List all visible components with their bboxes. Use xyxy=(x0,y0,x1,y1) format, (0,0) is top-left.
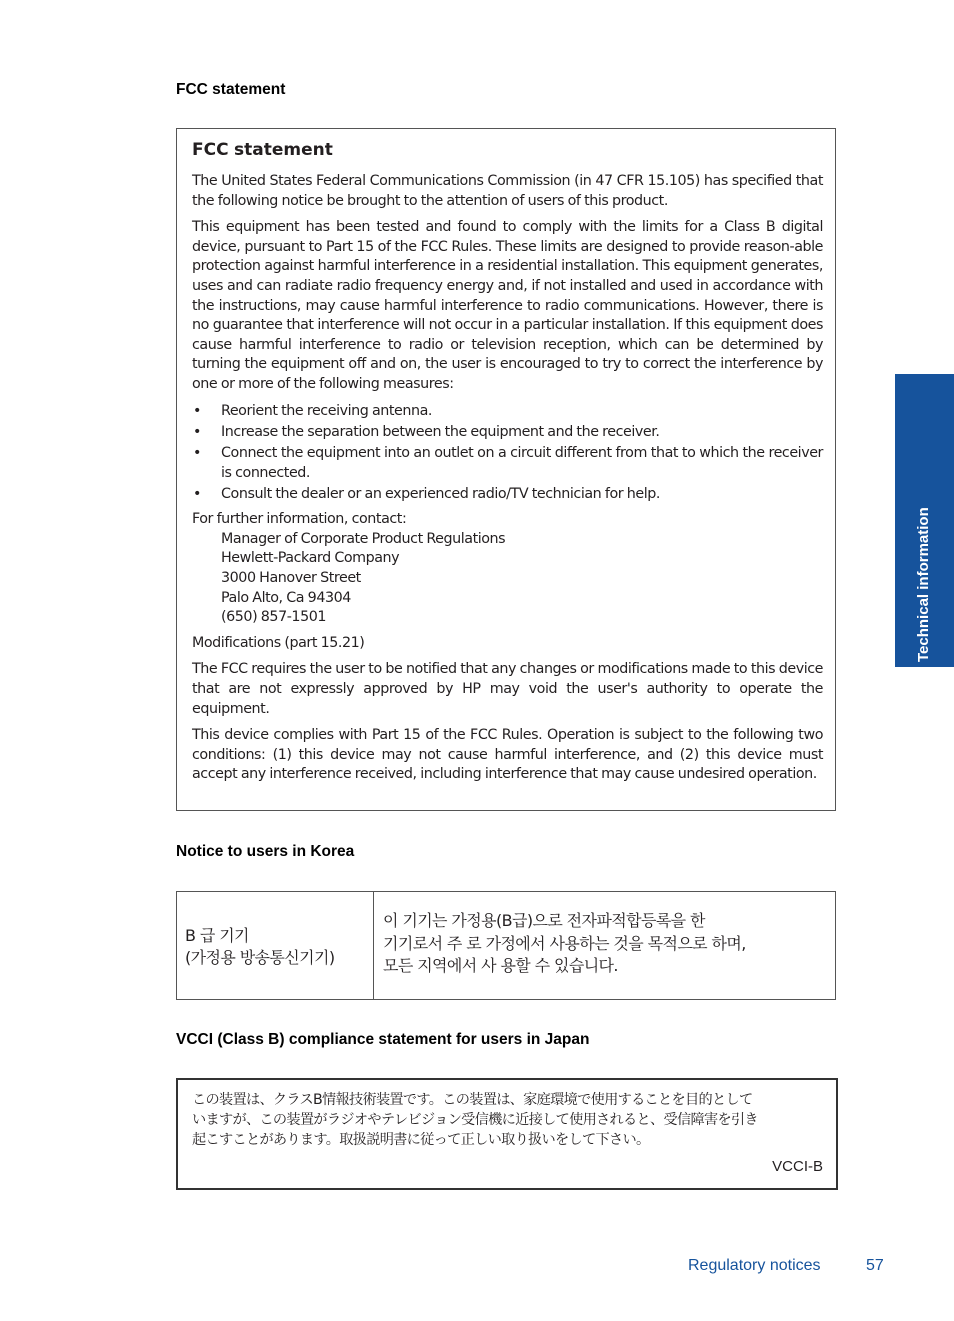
modifications-paragraph: The FCC requires the user to be notified that any changes or modifications made to this device that are not expressly approved by HP may void the user's authority to operate the equipment. xyxy=(192,661,823,717)
contact-address xyxy=(192,530,823,628)
bullet-icon: • xyxy=(193,423,201,440)
korea-notice-text xyxy=(383,910,831,978)
japan-section-heading: VCCI (Class B) compliance statement for users in Japan xyxy=(176,1031,590,1048)
chapter-side-tab xyxy=(895,374,954,667)
measure-text: Connect the equipment into an outlet on a circuit different from that to which the receiver is connected. xyxy=(221,444,823,481)
vcci-statement-box xyxy=(176,1078,838,1190)
footer-page-number: 57 xyxy=(866,1257,884,1274)
list-item xyxy=(192,485,823,505)
bullet-icon: • xyxy=(193,444,201,461)
vcci-line: いますが、この装置がラジオやテレビジョン受信機に近接して使用されると、受信障害を引き xyxy=(192,1112,758,1129)
fcc-measures-list xyxy=(192,402,823,505)
vcci-statement-text xyxy=(192,1090,826,1151)
korea-class-cell xyxy=(177,892,374,999)
contact-line: Manager of Corporate Product Regulations xyxy=(221,530,506,547)
fcc-intro-paragraph: The United States Federal Communications Commission (in 47 CFR 15.105) has specified that the following notice be brought to the attention of users of this product. xyxy=(192,173,823,209)
contact-line: 3000 Hanover Street xyxy=(221,570,361,587)
modifications-heading: Modifications (part 15.21) xyxy=(192,634,365,651)
contact-line: (650) 857-1501 xyxy=(221,609,327,626)
korea-section-heading: Notice to users in Korea xyxy=(176,843,355,860)
vcci-line: この装置は、クラスB情報技術装置です。この装置は、家庭環境で使用することを目的として xyxy=(192,1092,753,1108)
list-item xyxy=(192,402,823,422)
korea-class-line: B 급 기기 xyxy=(185,926,249,945)
korea-class-line: (가정용 방송통신기기) xyxy=(185,948,335,967)
measure-text: Increase the separation between the equipment and the receiver. xyxy=(221,423,660,440)
vcci-label: VCCI-B xyxy=(772,1158,823,1175)
fcc-box-title: FCC statement xyxy=(192,140,333,160)
bullet-icon: • xyxy=(193,485,201,502)
fcc-body-paragraph: This equipment has been tested and found to comply with the limits for a Class B digital device, pursuant to Part 15 of the FCC Rules. These limits are designed to provide reason-able protection against harmful interference in a residential installation. This equipment generates, uses and can radiate radio frequency energy and, if not installed and used in accordance with the instructions, may cause harmful interference to radio communications. However, there is no guarantee that interference will not occur in a particular installation. If this equipment does cause harmful interference to radio or television reception, which can be determined by turning the equipment off and on, the user is encouraged to try to correct the interference by one or more of the following measures: xyxy=(192,219,823,392)
korea-notice-table xyxy=(176,891,836,1000)
list-item xyxy=(192,423,823,443)
korea-notice-line: 기기로서 주 로 가정에서 사용하는 것을 목적으로 하며, xyxy=(383,933,746,953)
fcc-statement-content xyxy=(192,139,823,792)
korea-class-text xyxy=(185,925,334,969)
contact-line: Palo Alto, Ca 94304 xyxy=(221,589,351,606)
vcci-line: 起こすことがあります。取扱説明書に従って正しい取り扱いをして下さい。 xyxy=(192,1132,650,1149)
korea-notice-line: 이 기기는 가정용(B급)으로 전자파적합등록을 한 xyxy=(383,911,705,930)
bullet-icon: • xyxy=(193,402,201,419)
list-item xyxy=(192,444,823,483)
contact-intro: For further information, contact: xyxy=(192,511,407,528)
fcc-section-heading: FCC statement xyxy=(176,81,286,98)
measure-text: Reorient the receiving antenna. xyxy=(221,402,433,419)
measure-text: Consult the dealer or an experienced radio/TV technician for help. xyxy=(221,485,660,502)
chapter-side-tab-label: Technical information xyxy=(915,507,932,662)
contact-line: Hewlett-Packard Company xyxy=(221,550,400,567)
footer-section-name: Regulatory notices xyxy=(688,1257,821,1274)
fcc-statement-box xyxy=(176,128,836,811)
compliance-paragraph: This device complies with Part 15 of the FCC Rules. Operation is subject to the following two conditions: (1) this device may not cause harmful interference, and (2) this device must accept any interference received, including interference that may cause undesired operation. xyxy=(192,727,823,783)
korea-notice-line: 모든 지역에서 사 용할 수 있습니다. xyxy=(383,956,618,975)
